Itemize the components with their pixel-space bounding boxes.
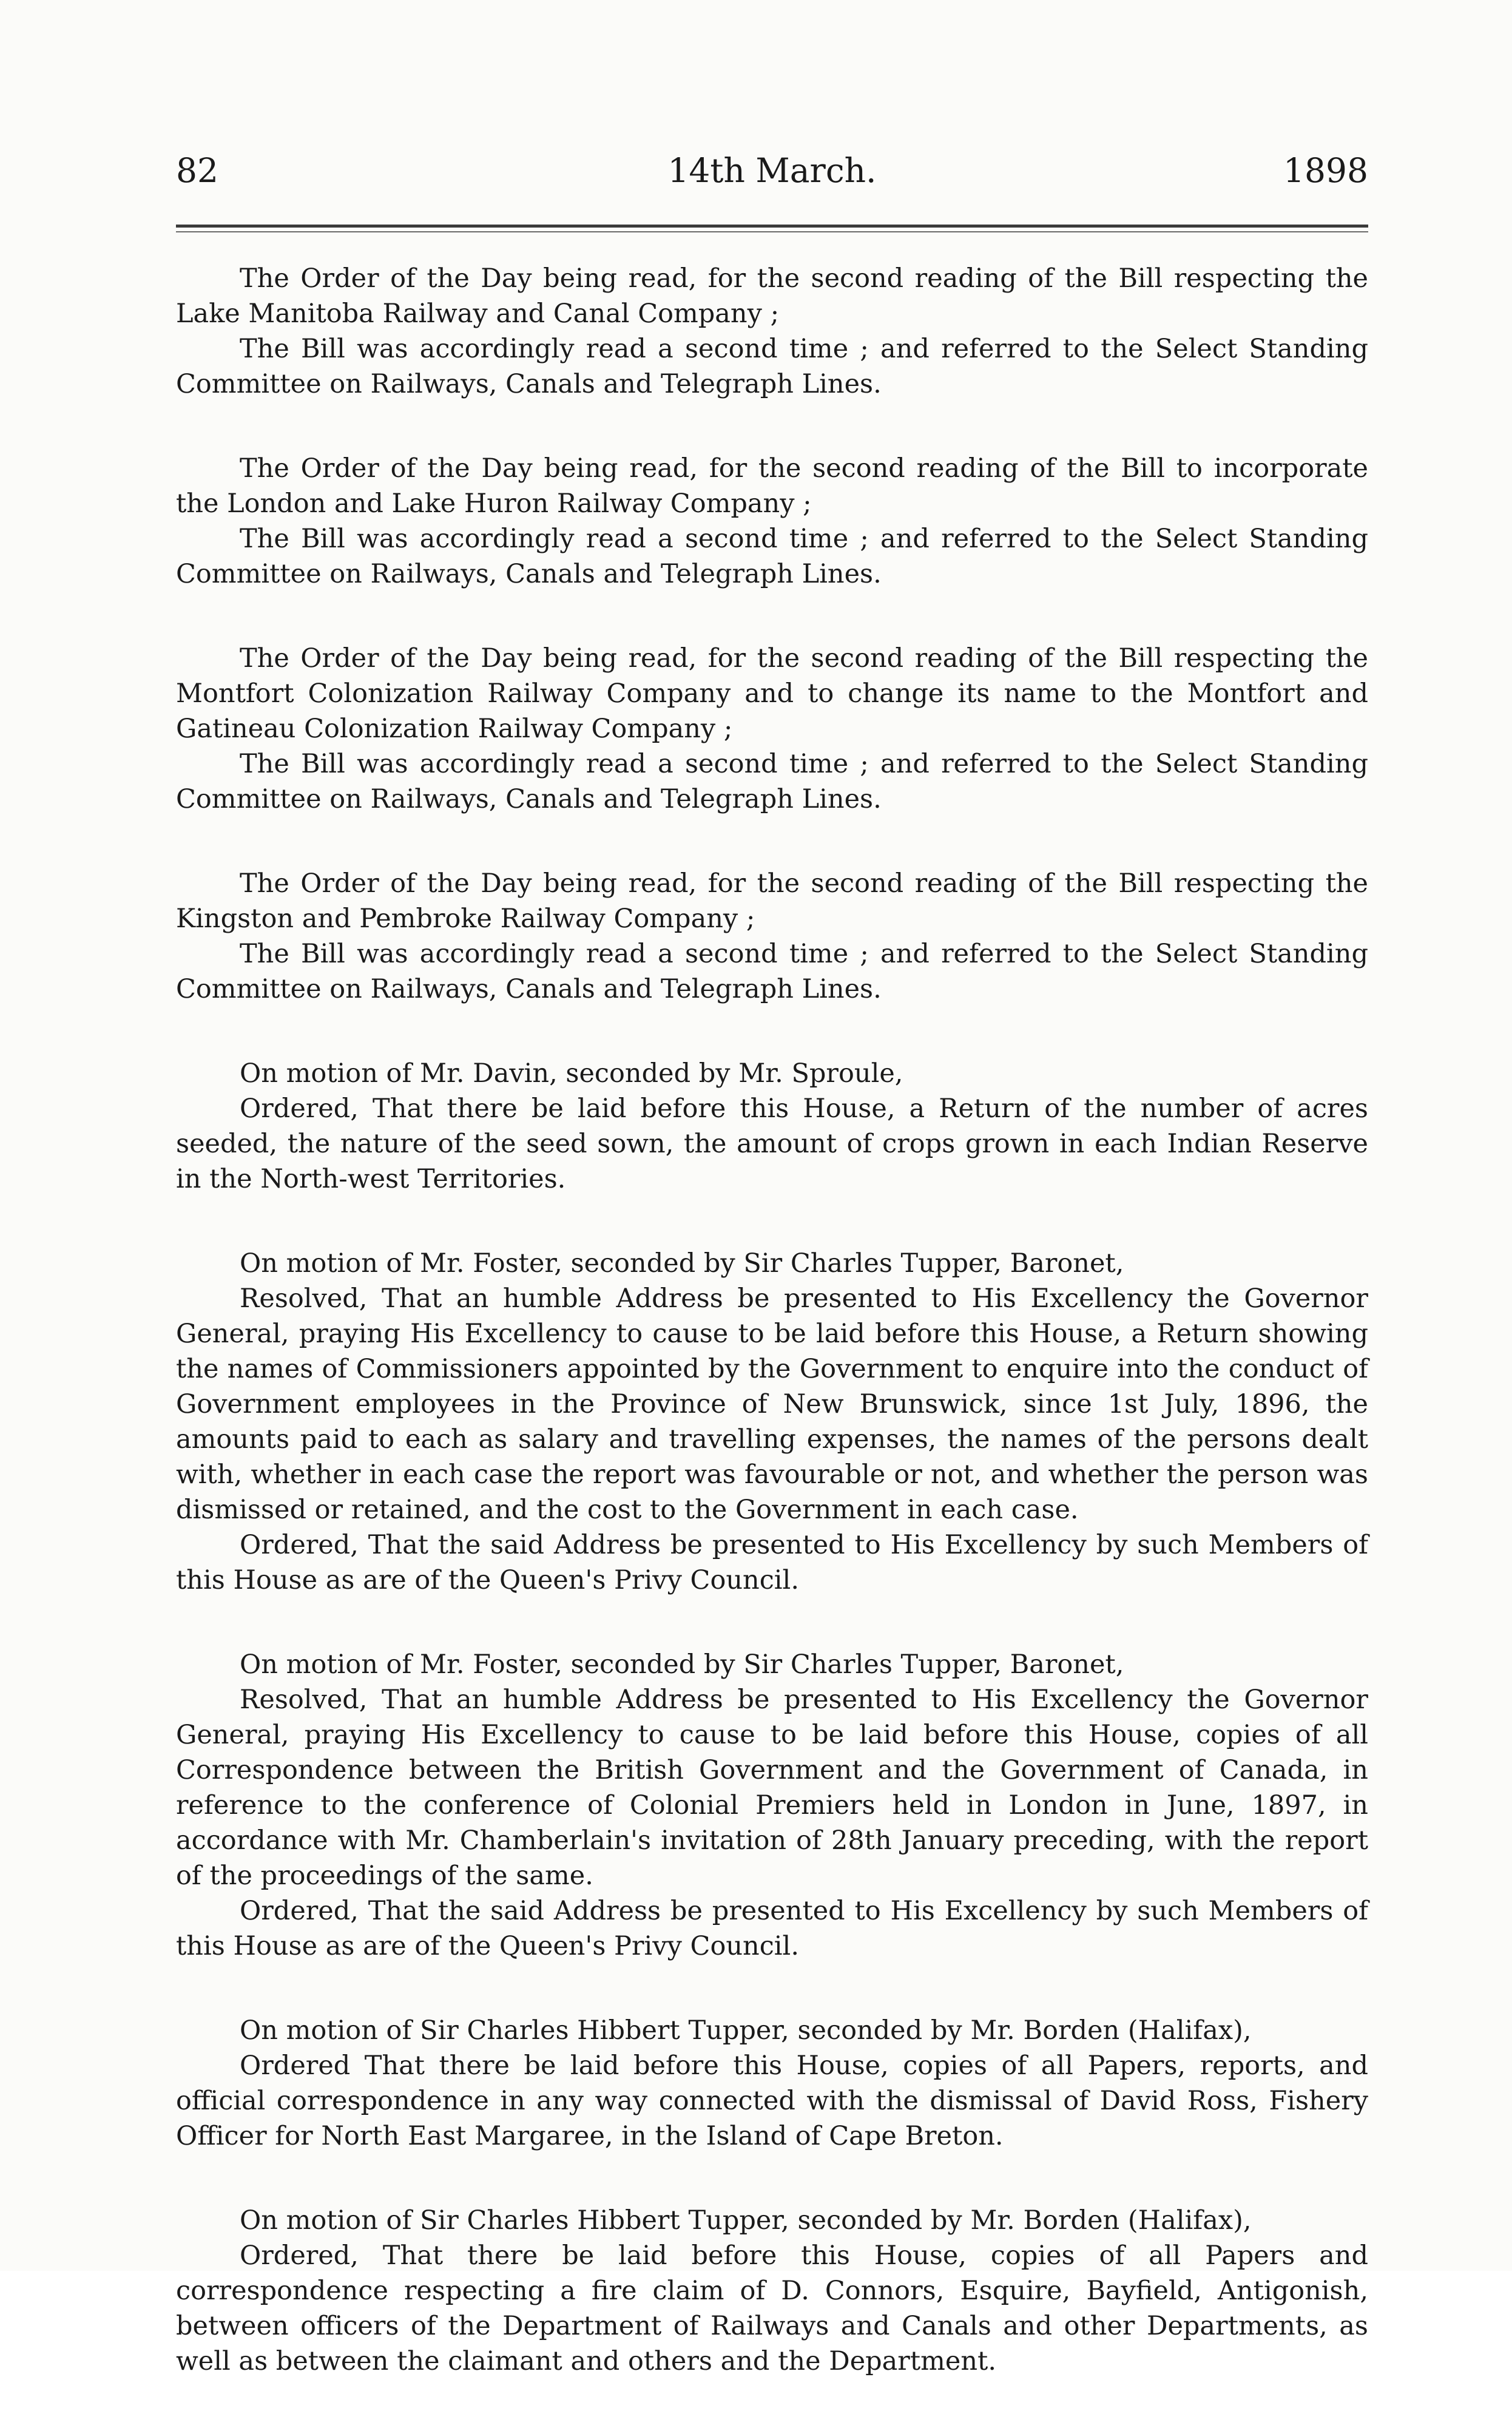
page-number: 82 bbox=[176, 151, 218, 190]
paragraph: On motion of Sir Charles Hibbert Tupper, seconded by Mr. Borden (Halifax), bbox=[240, 2205, 1252, 2236]
journal-body bbox=[176, 261, 1368, 2428]
paragraph: The Order of the Day being read, for the second reading of the Bill respecting the Kingston and Pembroke Railway Company ; bbox=[176, 868, 1368, 934]
paragraph: Ordered That there be laid before this House, copies of all Papers, reports, and official correspondence in any way connected with the dismissal of David Ross, Fishery Officer for North East Margaree, in the Island of Cape Breton. bbox=[176, 2051, 1368, 2151]
entry-london-lake-huron-railway bbox=[176, 451, 1368, 592]
paragraph: The Bill was accordingly read a second time ; and referred to the Select Standing Committee on Railways, Canals and Telegraph Lines. bbox=[176, 749, 1368, 814]
header-rule-thin bbox=[176, 231, 1368, 232]
entry-davin-motion bbox=[176, 1056, 1368, 1197]
paragraph: Ordered, That the said Address be presented to His Excellency by such Members of this House as are of the Queen's Privy Council. bbox=[176, 1896, 1368, 1961]
page-header bbox=[176, 143, 1368, 198]
paragraph: The Order of the Day being read, for the second reading of the Bill respecting the Lake Manitoba Railway and Canal Company ; bbox=[176, 263, 1368, 329]
paragraph: On motion of Mr. Foster, seconded by Sir Charles Tupper, Baronet, bbox=[240, 1248, 1124, 1279]
paragraph: Resolved, That an humble Address be presented to His Excellency the Governor General, praying His Excellency to cause to be laid before this House, copies of all Correspondence between the British Government and the Government of Canada, in reference to the conference of Colonial Premiers held in London in June, 1897, in accordance with Mr. Chamberlain's invitation of 28th January preceding, with the report of the proceedings of the same. bbox=[176, 1685, 1368, 1891]
page-year: 1898 bbox=[1283, 151, 1368, 190]
entry-foster-motion-colonial-premiers bbox=[176, 1647, 1368, 1964]
paragraph: Ordered, That there be laid before this House, copies of all Papers and correspondence respecting a fire claim of D. Connors, Esquire, Bayfield, Antigonish, between officers of the Department of Railways and Canals and other Departments, as well as between the claimant and others and the Department. bbox=[176, 2240, 1368, 2376]
entry-tupper-motion-david-ross bbox=[176, 2013, 1368, 2154]
paragraph: Ordered, That there be laid before this House, a Return of the number of acres seeded, the nature of the seed sown, the amount of crops grown in each Indian Reserve in the North-west Territories. bbox=[176, 1094, 1368, 1194]
paragraph: The Bill was accordingly read a second time ; and referred to the Select Standing Committee on Railways, Canals and Telegraph Lines. bbox=[176, 334, 1368, 399]
paragraph: Ordered, That the said Address be presented to His Excellency by such Members of this House as are of the Queen's Privy Council. bbox=[176, 1530, 1368, 1595]
page-date: 14th March. bbox=[667, 151, 877, 190]
paragraph: The Bill was accordingly read a second time ; and referred to the Select Standing Committee on Railways, Canals and Telegraph Lines. bbox=[176, 939, 1368, 1004]
paragraph: On motion of Sir Charles Hibbert Tupper, seconded by Mr. Borden (Halifax), bbox=[240, 2015, 1252, 2046]
paragraph: The Order of the Day being read, for the second reading of the Bill respecting the Montfort Colonization Railway Company and to change its name to the Montfort and Gatineau Colonization Railway Company ; bbox=[176, 643, 1368, 744]
paragraph: The Bill was accordingly read a second time ; and referred to the Select Standing Committee on Railways, Canals and Telegraph Lines. bbox=[176, 524, 1368, 589]
entry-montfort-colonization-railway bbox=[176, 641, 1368, 817]
paragraph: The Order of the Day being read, for the second reading of the Bill to incorporate the London and Lake Huron Railway Company ; bbox=[176, 453, 1368, 519]
entry-foster-motion-new-brunswick bbox=[176, 1246, 1368, 1598]
header-rule bbox=[176, 225, 1368, 228]
paragraph: On motion of Mr. Foster, seconded by Sir Charles Tupper, Baronet, bbox=[240, 1649, 1124, 1680]
paragraph: On motion of Mr. Davin, seconded by Mr. Sproule, bbox=[240, 1058, 903, 1089]
entry-kingston-pembroke-railway bbox=[176, 866, 1368, 1007]
entry-lake-manitoba-railway bbox=[176, 261, 1368, 402]
entry-tupper-motion-connors-claim bbox=[176, 2203, 1368, 2379]
paragraph: Resolved, That an humble Address be presented to His Excellency the Governor General, praying His Excellency to cause to be laid before this House, a Return showing the names of Commissioners appointed by the Government to enquire into the conduct of Government employees in the Province of New Brunswick, since 1st July, 1896, the amounts paid to each as salary and travelling expenses, the names of the persons dealt with, whether in each case the report was favourable or not, and whether the person was dismissed or retained, and the cost to the Government in each case. bbox=[176, 1283, 1368, 1525]
